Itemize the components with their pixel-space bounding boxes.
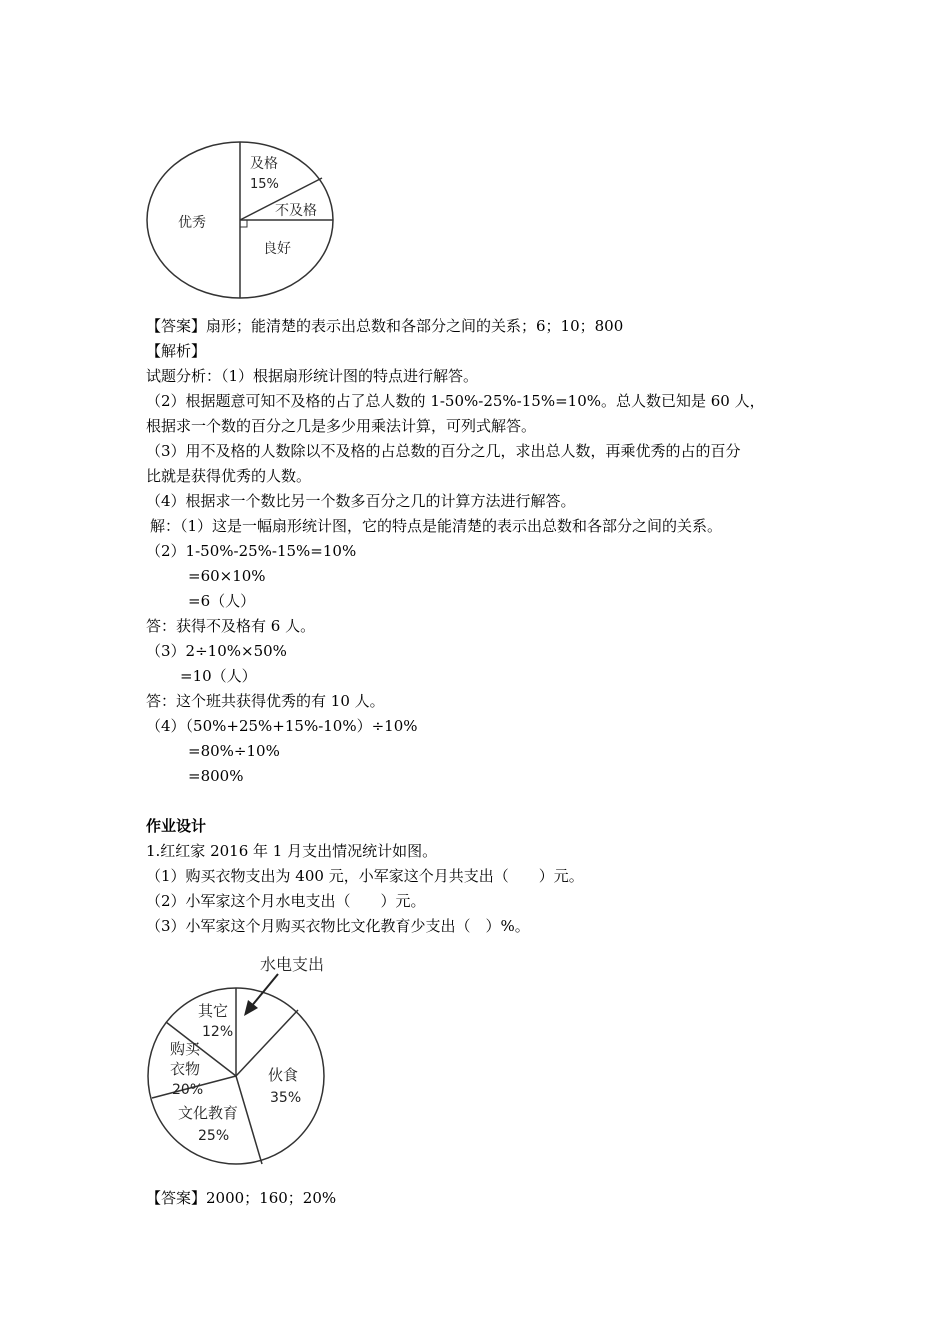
right-angle-mark bbox=[240, 220, 247, 227]
slice-value-qita: 12% bbox=[202, 1024, 234, 1040]
solution-line-5: 答：获得不及格有 6 人。 bbox=[146, 617, 316, 635]
solution-line-11: =800% bbox=[188, 767, 244, 785]
solution-line-9: （4）（50%+25%+15%-10%）÷10% bbox=[146, 717, 418, 735]
pie-chart-grades bbox=[140, 138, 340, 308]
analysis-heading: 【解析】 bbox=[146, 342, 207, 360]
slice-label-qita: 其它 bbox=[198, 1002, 229, 1020]
slice-label-goumai-2: 衣物 bbox=[170, 1060, 201, 1078]
slice-label-bujige: 不及格 bbox=[275, 203, 317, 219]
question-line-2: （1）购买衣物支出为 400 元，小军家这个月共支出（ ）元。 bbox=[146, 867, 584, 885]
answer-line-2: 【答案】2000；160；20% bbox=[146, 1189, 337, 1207]
slice-label-shuidian: 水电支出 bbox=[260, 955, 325, 974]
slice-value-wenhua: 25% bbox=[198, 1128, 230, 1144]
analysis-line-6: （4）根据求一个数比另一个数多百分之几的计算方法进行解答。 bbox=[146, 492, 576, 510]
solution-line-10: =80%÷10% bbox=[188, 742, 280, 760]
question-line-1: 1.红红家 2016 年 1 月支出情况统计如图。 bbox=[146, 842, 438, 860]
solution-line-8: 答：这个班共获得优秀的有 10 人。 bbox=[146, 692, 385, 710]
slice-value-goumai: 20% bbox=[172, 1082, 204, 1098]
slice-label-lianghao: 良好 bbox=[263, 241, 291, 257]
pie2-divider-food bbox=[236, 1076, 262, 1164]
question-line-4: （3）小军家这个月购买衣物比文化教育少支出（ ）%。 bbox=[146, 917, 530, 935]
callout-arrow bbox=[250, 974, 278, 1008]
solution-line-1: 解：（1）这是一幅扇形统计图，它的特点是能清楚的表示出总数和各部分之间的关系。 bbox=[150, 517, 723, 535]
pie-chart-expenses bbox=[140, 948, 360, 1178]
solution-line-2: （2）1-50%-25%-15%=10% bbox=[146, 542, 357, 560]
solution-line-3: =60×10% bbox=[188, 567, 266, 585]
slice-value-jige: 15% bbox=[250, 177, 279, 192]
slice-label-huoshi: 伙食 bbox=[268, 1066, 299, 1084]
slice-label-goumai-1: 购买 bbox=[170, 1040, 201, 1058]
slice-label-jige: 及格 bbox=[250, 156, 278, 172]
answer-line-1: 【答案】扇形；能清楚的表示出总数和各部分之间的关系；6；10；800 bbox=[146, 317, 624, 335]
slice-label-youxiu: 优秀 bbox=[178, 215, 206, 231]
slice-value-huoshi: 35% bbox=[270, 1090, 302, 1106]
analysis-line-3: 根据求一个数的百分之几是多少用乘法计算，可列式解答。 bbox=[146, 417, 537, 435]
solution-line-7: =10（人） bbox=[180, 667, 257, 685]
analysis-line-4: （3）用不及格的人数除以不及格的占总数的百分之几，求出总人数，再乘优秀的占的百分 bbox=[146, 442, 741, 460]
solution-line-4: =6（人） bbox=[188, 592, 256, 610]
analysis-line-2: （2）根据题意可知不及格的占了总人数的 1-50%-25%-15%=10%。总人数已知是 60 人， bbox=[146, 392, 765, 410]
question-line-3: （2）小军家这个月水电支出（ ）元。 bbox=[146, 892, 426, 910]
analysis-line-1: 试题分析：（1）根据扇形统计图的特点进行解答。 bbox=[146, 367, 479, 385]
analysis-line-5: 比就是获得优秀的人数。 bbox=[146, 467, 312, 485]
homework-heading: 作业设计 bbox=[146, 817, 207, 835]
solution-line-6: （3）2÷10%×50% bbox=[146, 642, 287, 660]
slice-label-wenhua: 文化教育 bbox=[178, 1104, 239, 1122]
